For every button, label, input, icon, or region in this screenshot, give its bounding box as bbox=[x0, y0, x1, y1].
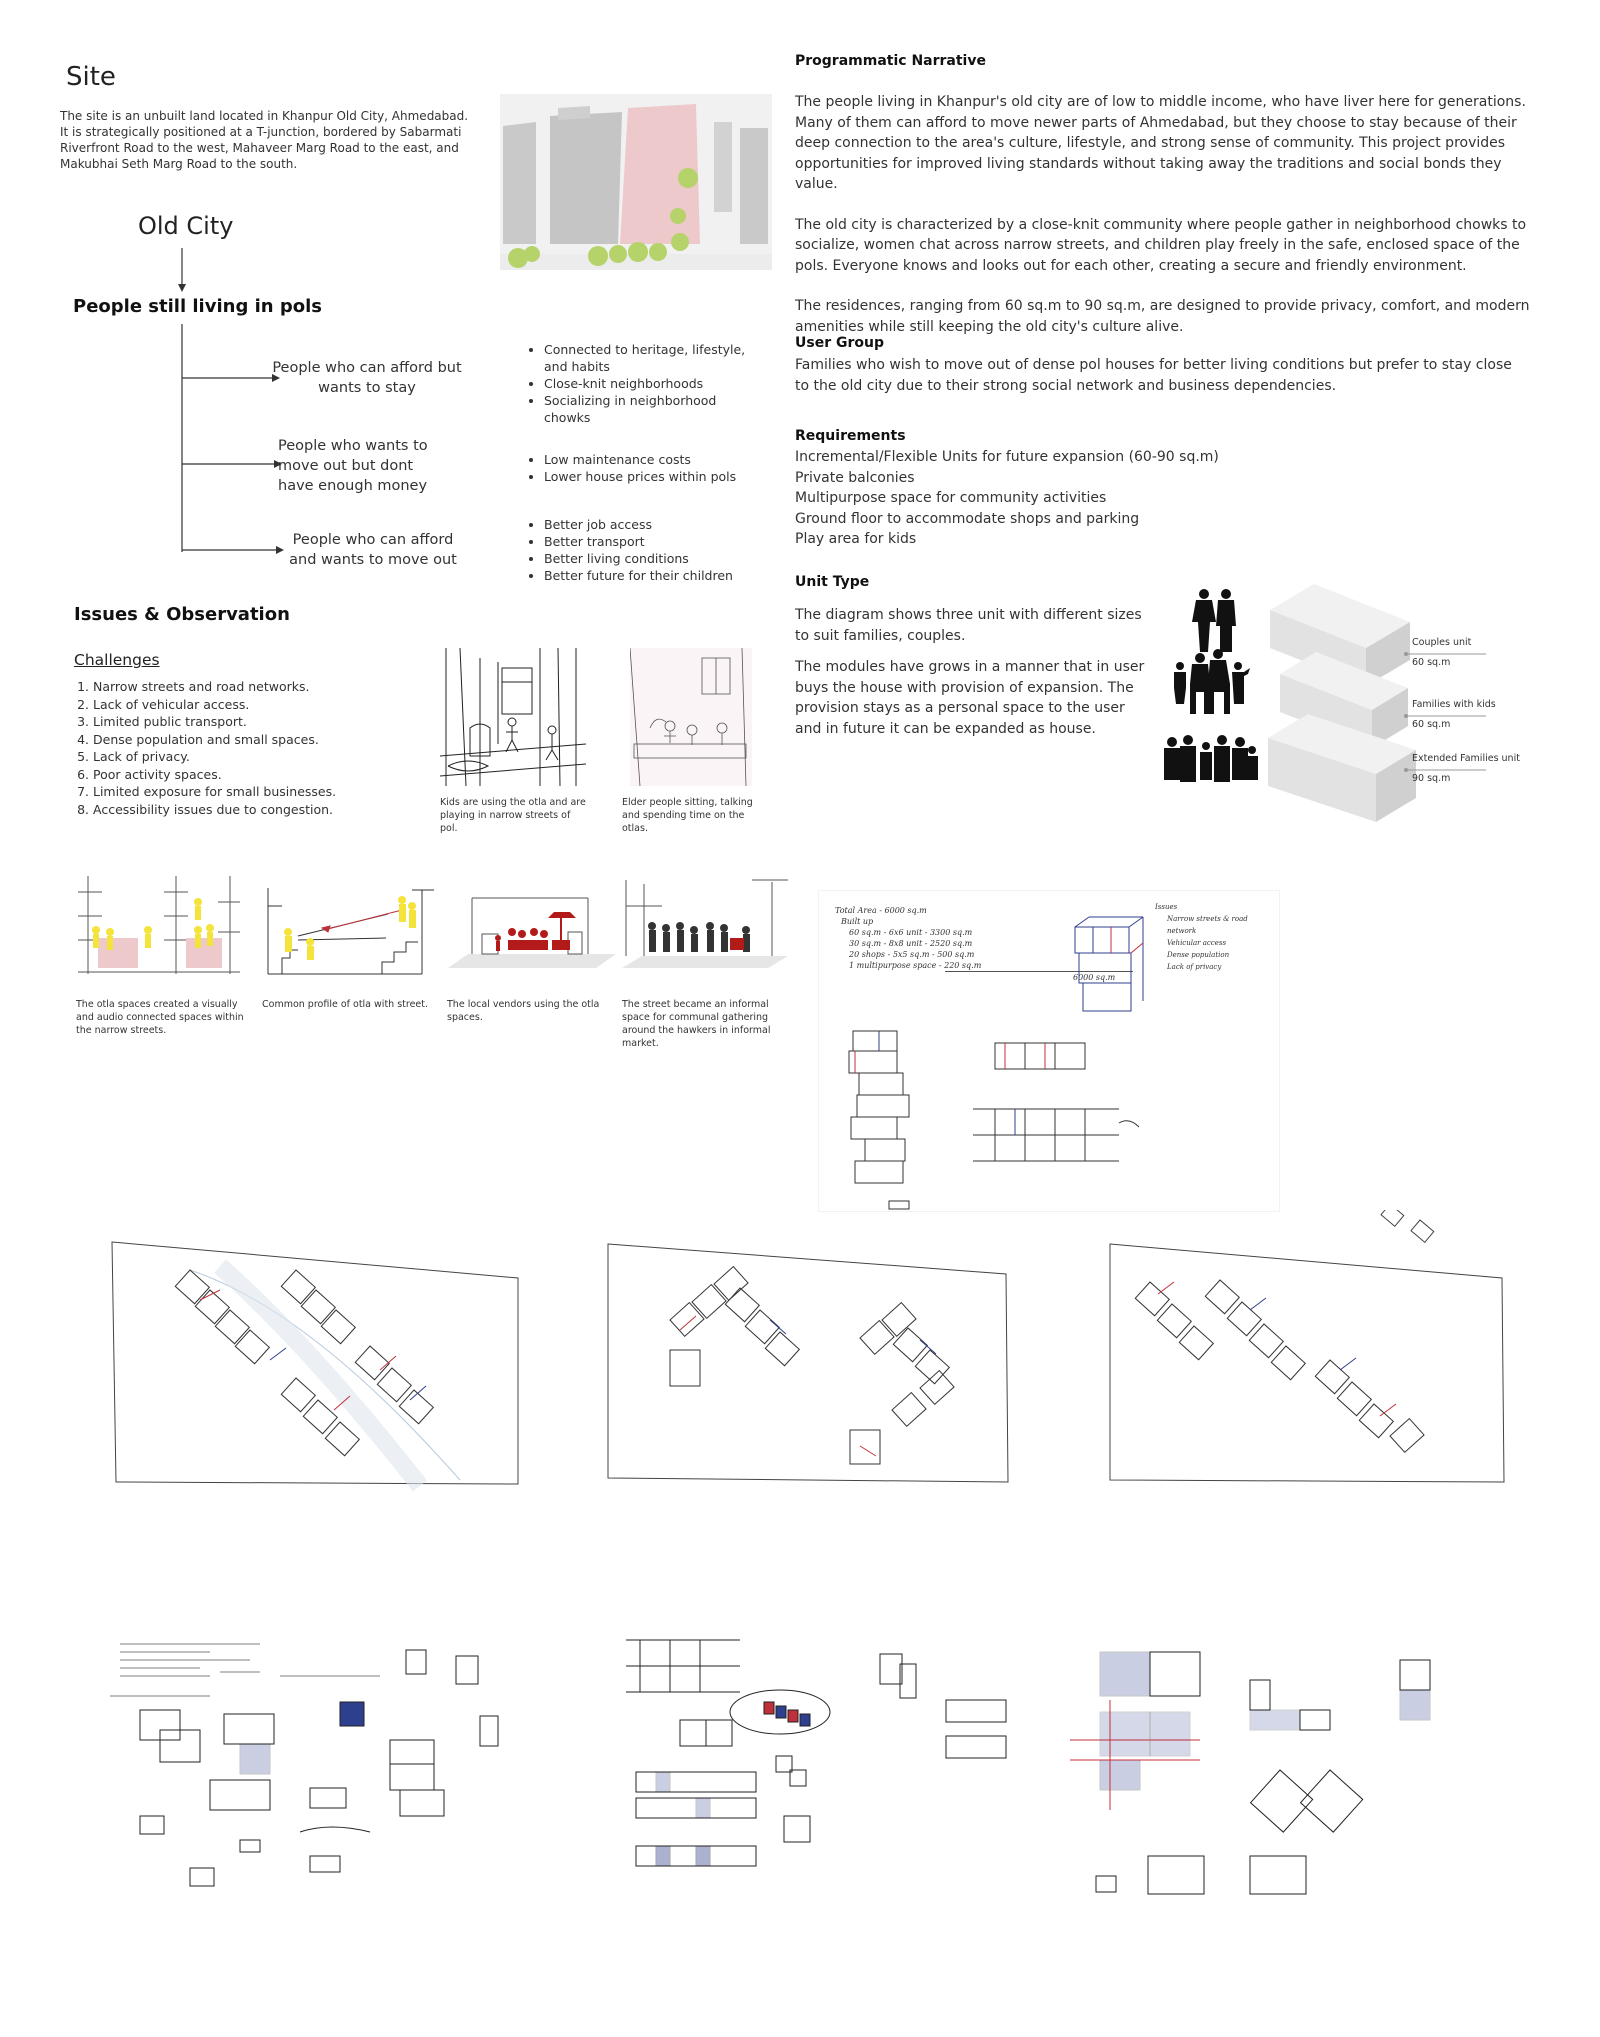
site-description: The site is an unbuilt land located in Khanpur Old City, Ahmedabad. It is strategically positioned at a T-junction, bordered by Sabarmati Riverfront Road to the west, Mahaveer Marg Road to the east, and Makubhai Seth Marg Road to the south. bbox=[60, 109, 469, 171]
caption-otla-connected: The otla spaces created a visually and audio connected spaces within the narrow streets. bbox=[76, 999, 244, 1036]
list-item: • Low maintenance costs bbox=[544, 451, 754, 468]
requirement-item: Play area for kids bbox=[795, 531, 917, 547]
extended-family-silhouette-icon bbox=[1164, 735, 1258, 782]
tree-icon bbox=[588, 246, 608, 266]
tree-icon bbox=[609, 245, 627, 263]
list-item: • Lower house prices within pols bbox=[544, 468, 754, 485]
area-row: 20 shops - 5x5 sq.m - 500 sq.m bbox=[849, 950, 975, 959]
unit-extended-area: 90 sq.m bbox=[1412, 773, 1451, 784]
issues-title: Issues & Observation bbox=[74, 604, 290, 625]
concept-sketch-3 bbox=[1070, 1652, 1430, 1894]
list-item: 1. Narrow streets and road networks. bbox=[93, 678, 433, 696]
list-item: • Better future for their children bbox=[544, 567, 764, 584]
couple-silhouette-icon bbox=[1192, 589, 1236, 652]
reasons-move-list bbox=[524, 516, 764, 584]
area-row: 1 multipurpose space - 220 sq.m bbox=[849, 961, 982, 970]
list-item: • Connected to heritage, lifestyle, and habits bbox=[544, 341, 754, 375]
unit-couples-name: Couples unit bbox=[1412, 637, 1472, 648]
list-item: • Socializing in neighborhood chowks bbox=[544, 392, 754, 426]
market-gathering-diagram bbox=[622, 876, 788, 976]
layout-option-1 bbox=[112, 1242, 518, 1486]
branch-afford-move: People who can afford and wants to move out bbox=[289, 532, 457, 568]
tree-level-label: People still living in pols bbox=[73, 296, 322, 317]
module-sketch-drawing bbox=[819, 891, 1279, 1211]
list-item: • Better transport bbox=[544, 533, 764, 550]
vendors-diagram bbox=[448, 884, 616, 976]
narrative-paragraph: The old city is characterized by a close-knit community where people gather in neighborhood chowks to socialize, women chat across narrow streets, and children play freely in the safe, enclosed space of the pols. Everyone knows and looks out for each other, creating a secure and friendly environment. bbox=[795, 216, 1527, 274]
tree-icon bbox=[678, 168, 698, 188]
list-item: 6. Poor activity spaces. bbox=[93, 766, 433, 784]
caption-vendors: The local vendors using the otla spaces. bbox=[447, 999, 600, 1023]
issues-note-row: Dense population bbox=[1167, 951, 1230, 959]
list-item: • Better living conditions bbox=[544, 550, 764, 567]
tree-icon bbox=[670, 208, 686, 224]
issues-note-row: Vehicular access bbox=[1167, 939, 1227, 947]
tree-icon bbox=[628, 242, 648, 262]
branch-want-move-no-money: People who wants to move out but dont have enough money bbox=[278, 438, 428, 494]
concept-sketch-2 bbox=[626, 1640, 1006, 1866]
street-sketch-kids bbox=[440, 648, 586, 786]
otla-section-diagram bbox=[78, 872, 240, 976]
unit-type-text-1: The diagram shows three unit with different sizes to suit families, couples. bbox=[795, 607, 1142, 644]
branch-afford-stay: People who can afford but wants to stay bbox=[272, 360, 462, 396]
sketch-area-modules bbox=[818, 890, 1280, 1212]
issues-note-row: Lack of privacy bbox=[1167, 963, 1222, 971]
unit-families-name: Families with kids bbox=[1412, 699, 1496, 710]
narrative-body bbox=[795, 92, 1530, 357]
area-total: 6000 sq.m bbox=[945, 971, 1133, 983]
layout-option-3 bbox=[1110, 1210, 1504, 1482]
reasons-cost-list bbox=[524, 451, 754, 485]
list-item: 5. Lack of privacy. bbox=[93, 748, 433, 766]
requirement-item: Private balconies bbox=[795, 469, 915, 486]
user-group-title: User Group bbox=[795, 335, 884, 351]
list-item: 2. Lack of vehicular access. bbox=[93, 696, 433, 714]
unit-couples-area: 60 sq.m bbox=[1412, 657, 1451, 668]
narrative-paragraph: The residences, ranging from 60 sq.m to 90 sq.m, are designed to provide privacy, comfort, and modern amenities while still keeping the old city's culture alive. bbox=[795, 298, 1530, 335]
tree-root-label: Old City bbox=[138, 212, 234, 240]
area-subtitle: Built up bbox=[841, 917, 874, 926]
narrative-paragraph: The people living in Khanpur's old city are of low to middle income, who have liver here for generations. Many of them can afford to move newer parts of Ahmedabad, but they choose to stay because of their deep connection to the area's culture, lifestyle, and strong sense of community. This project provides opportunities for improved living standards without taking away the traditions and social bonds they value. bbox=[795, 94, 1526, 192]
caption-elders: Elder people sitting, talking and spending time on the otlas. bbox=[622, 797, 753, 834]
requirement-item: Incremental/Flexible Units for future expansion (60-90 sq.m) bbox=[795, 449, 1219, 465]
caption-otla-profile: Common profile of otla with street. bbox=[262, 999, 429, 1010]
area-row: 60 sq.m - 6x6 unit - 3300 sq.m bbox=[849, 928, 973, 937]
reasons-stay-list bbox=[524, 341, 754, 426]
family-silhouettes bbox=[1160, 588, 1260, 798]
otla-profile-diagram bbox=[262, 880, 440, 976]
area-title: Total Area - 6000 sq.m bbox=[835, 906, 927, 915]
site-title: Site bbox=[66, 62, 116, 92]
requirement-item: Ground floor to accommodate shops and parking bbox=[795, 510, 1140, 527]
area-row: 30 sq.m - 8x8 unit - 2520 sq.m bbox=[849, 939, 973, 948]
concept-sketch-1 bbox=[110, 1644, 498, 1886]
list-item: 4. Dense population and small spaces. bbox=[93, 731, 433, 749]
unit-type-text-2: The modules have grows in a manner that in user buys the house with provision of expansion. The provision stays as a personal space to the user and in future it can be expanded as house. bbox=[795, 659, 1145, 737]
tree-connectors bbox=[170, 242, 290, 554]
requirement-item: Multipurpose space for community activities bbox=[795, 490, 1107, 506]
tree-icon bbox=[524, 246, 540, 262]
user-group-text: Families who wish to move out of dense pol houses for better living conditions but prefer to stay close to the old city due to their strong social network and business dependencies. bbox=[795, 357, 1512, 394]
list-item: 7. Limited exposure for small businesses. bbox=[93, 783, 433, 801]
list-item: • Close-knit neighborhoods bbox=[544, 375, 754, 392]
requirements-list bbox=[795, 447, 1395, 550]
challenges-title: Challenges bbox=[74, 651, 160, 669]
tree-icon bbox=[671, 233, 689, 251]
site-plan bbox=[500, 94, 772, 270]
issues-note-row: Narrow streets & road network bbox=[1167, 915, 1248, 935]
family-kids-silhouette-icon bbox=[1174, 649, 1250, 714]
unit-stack-diagram bbox=[1268, 582, 1418, 828]
challenges-list bbox=[76, 678, 433, 818]
unit-type-title: Unit Type bbox=[795, 574, 870, 590]
tree-icon bbox=[649, 243, 667, 261]
issues-note-title: Issues bbox=[1155, 903, 1178, 911]
requirements-title: Requirements bbox=[795, 428, 906, 444]
layout-option-2 bbox=[608, 1244, 1008, 1482]
unit-families-area: 60 sq.m bbox=[1412, 719, 1451, 730]
list-item: 8. Accessibility issues due to congestion. bbox=[93, 801, 433, 819]
list-item: • Better job access bbox=[544, 516, 764, 533]
caption-kids: Kids are using the otla and are playing in narrow streets of pol. bbox=[440, 797, 586, 834]
caption-market: The street became an informal space for communal gathering around the hawkers in informal market. bbox=[622, 999, 771, 1049]
unit-extended-name: Extended Families unit bbox=[1412, 753, 1520, 764]
concept-sketches bbox=[100, 1620, 1520, 1940]
narrative-title: Programmatic Narrative bbox=[795, 53, 986, 69]
list-item: 3. Limited public transport. bbox=[93, 713, 433, 731]
street-sketch-elders bbox=[630, 648, 752, 786]
site-layout-sketches bbox=[70, 1210, 1540, 1560]
